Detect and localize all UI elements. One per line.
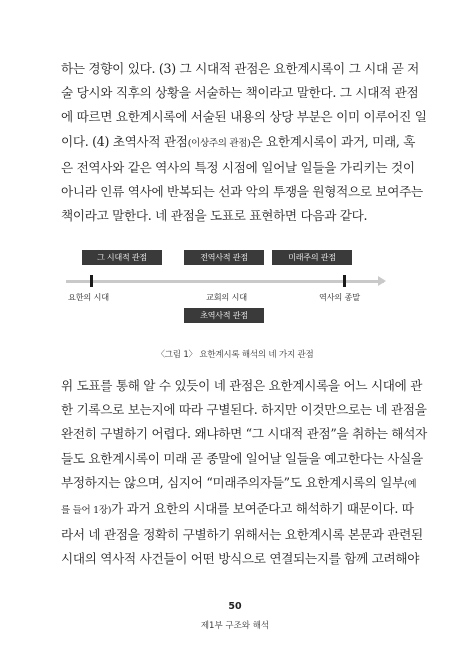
text-line: 술 당시와 직후의 상황을 서술하는 책이라고 말한다. 그 시대적 관점 [61,85,419,101]
text-line: 하는 경향이 있다. (3) 그 시대적 관점은 요한계시록이 그 시대 곧 저 [61,61,420,76]
historicist-view-box: 전역사적 관점 [184,250,264,265]
era-label-john: 요한의 시대 [68,292,109,302]
page-number: 50 [228,601,242,612]
text-line: 완전히 구별하기 어렵다. 왜냐하면 “그 시대적 관점”을 취하는 해석자 [61,426,427,442]
parenthetical-note: 를 들어 1장) [61,505,112,517]
text-line: 위 도표를 통해 알 수 있듯이 네 관점은 요한계시록을 어느 시대에 관 [61,378,423,393]
futurist-view-box: 미래주의 관점 [272,250,352,265]
timeline-marker-john [90,275,93,287]
text-line [61,471,417,497]
text-line [61,497,414,523]
text-segment: 부정하지는 않으며, 심지어 “미래주의자들”도 요한계시록의 일부 [61,474,405,490]
body-paragraph-2 [61,374,427,572]
parenthetical-note: (이상주의 관점) [187,137,251,149]
text-segment: 이다. (4) 초역사적 관점 [61,133,188,149]
era-label-church: 교회의 시대 [206,292,247,302]
text-line: 책이라고 말한다. 네 관점을 도표로 표현하면 다음과 같다. [61,208,368,224]
text-line: 아니라 인류 역사에 반복되는 선과 악의 투쟁을 원형적으로 보여주는 [61,184,423,200]
text-line: 들도 요한계시록이 미래 곧 종말에 일어날 일들을 예고한다는 사실을 [61,450,423,466]
text-line: 라서 네 관점을 정확히 구별하기 위해서는 요한계시록 본문과 관련된 [61,527,423,543]
text-segment: 은 요한계시록이 과거, 미래, 혹 [250,133,416,149]
parenthetical-note: (예 [404,478,417,490]
preterist-view-box: 그 시대적 관점 [82,250,162,265]
text-line: 에 따르면 요한계시록에 서술된 내용의 상당 부분은 이미 이루어진 일 [61,109,427,125]
idealist-view-box: 초역사적 관점 [184,308,264,323]
four-views-diagram [66,240,386,332]
text-line: 한 기록으로 보는지에 따라 구별된다. 하지만 이것만으로는 네 관점을 [61,402,427,418]
running-footer: 제1부 구조와 해석 [200,621,270,631]
text-line: 은 전역사와 같은 역사의 특정 시점에 일어날 일들을 가리키는 것이 [61,159,415,175]
timeline-bar [66,280,384,283]
text-segment: 가 과거 요한의 시대를 보여준다고 해석하기 때문이다. 따 [111,501,414,517]
timeline-arrow-icon [378,276,386,286]
text-line: 시대의 역사적 사건들이 어떤 방식으로 연결되는지를 함께 고려해야 [61,551,420,567]
timeline-marker-end [343,275,346,287]
figure-caption: 〈그림 1〉 요한계시록 해석의 네 가지 관점 [156,350,314,360]
text-line [61,130,416,156]
body-paragraph-1 [61,57,427,228]
era-label-end: 역사의 종말 [319,292,360,302]
